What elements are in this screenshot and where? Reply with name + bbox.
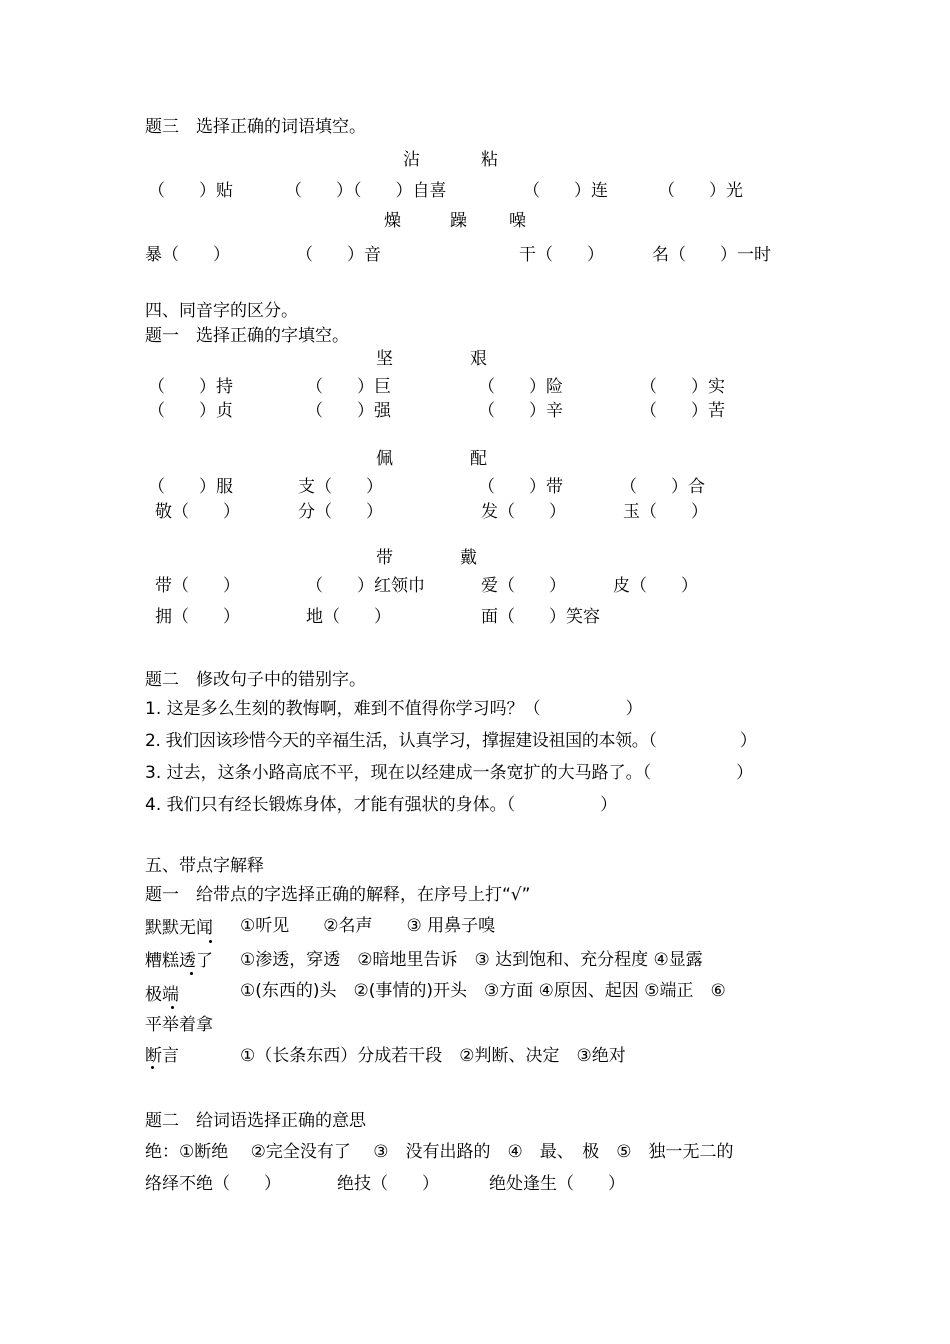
option-list[interactable]: ①(东西的)头 ②(事情的)开头 ③方面 ④原因、起因 ⑤端正 ⑥ (240, 981, 726, 1001)
fill-blank-item[interactable]: 拥（ ） (155, 607, 240, 627)
section-title: 题二 给词语选择正确的意思 (145, 1111, 366, 1131)
section-heading: 四、同音字的区分。 (145, 301, 298, 321)
fill-blank-item[interactable]: （ ）持 (148, 377, 233, 397)
option-list[interactable]: ①渗透，穿透 ②暗地里告诉 ③ 达到饱和、充分程度 ④显露 (240, 950, 703, 970)
fill-blank-item[interactable]: 爱（ ） (481, 576, 566, 596)
fill-blank-item[interactable]: （ ）光 (658, 181, 743, 201)
sentence-item[interactable]: 2. 我们因该珍惜今天的辛福生活，认真学习，撑握建设祖国的本领。（ ） (145, 731, 757, 751)
fill-blank-item[interactable]: （ ）贴 (148, 181, 233, 201)
char-option: 燥 (384, 211, 401, 231)
fill-blank-item[interactable]: 绝处逢生（ ） (489, 1174, 625, 1194)
char-option: 躁 (450, 211, 467, 231)
word-term: 平举着拿 (145, 1015, 213, 1035)
fill-blank-item[interactable]: 发（ ） (481, 502, 566, 522)
section-title: 题一 给带点的字选择正确的解释，在序号上打“√” (145, 885, 531, 905)
sentence-item[interactable]: 1. 这是多么生刻的教悔啊，难到不值得你学习吗？（ ） (145, 699, 643, 719)
fill-blank-item[interactable]: 面（ ）笑容 (481, 607, 600, 627)
fill-blank-item[interactable]: （ ）强 (306, 401, 391, 421)
fill-blank-item[interactable]: （ ）红领巾 (306, 576, 425, 596)
fill-blank-item[interactable]: （ ）服 (148, 477, 233, 497)
fill-blank-item[interactable]: （ ）贞 (148, 401, 233, 421)
fill-blank-item[interactable]: （ ）带 (478, 477, 563, 497)
emphasis-dot (190, 972, 193, 975)
fill-blank-item[interactable]: 暴（ ） (145, 245, 230, 265)
section-heading: 五、带点字解释 (145, 856, 264, 876)
char-option: 艰 (470, 349, 487, 369)
word-term: 极端 (145, 985, 179, 1005)
fill-blank-item[interactable]: （ ）合 (620, 477, 705, 497)
section-title: 题二 修改句子中的错别字。 (145, 670, 366, 690)
fill-blank-item[interactable]: 分（ ） (298, 502, 383, 522)
fill-blank-item[interactable]: （ ）音 (296, 245, 381, 265)
fill-blank-item[interactable]: （ ）连 (523, 181, 608, 201)
fill-blank-item[interactable]: 络绎不绝（ ） (145, 1174, 281, 1194)
fill-blank-item[interactable]: 干（ ） (519, 245, 604, 265)
char-option: 配 (470, 449, 487, 469)
word-term: 断言 (145, 1046, 179, 1066)
char-option: 坚 (376, 349, 393, 369)
word-term: 糟糕透了 (145, 951, 213, 971)
fill-blank-item[interactable]: （ ）巨 (306, 377, 391, 397)
word-term: 默默无闻 (145, 918, 213, 938)
char-option: 沾 (403, 150, 420, 170)
fill-blank-item[interactable]: 支（ ） (298, 477, 383, 497)
fill-blank-item[interactable]: （ ）苦 (640, 401, 725, 421)
section-title: 题三 选择正确的词语填空。 (145, 117, 366, 137)
fill-blank-item[interactable]: 玉（ ） (623, 502, 708, 522)
fill-blank-item[interactable]: （ ）辛 (478, 401, 563, 421)
section-title: 题一 选择正确的字填空。 (145, 326, 349, 346)
fill-blank-item[interactable]: （ ）（ ）自喜 (285, 181, 447, 201)
option-list[interactable]: ①听见 ②名声 ③ 用鼻子嗅 (240, 916, 496, 936)
fill-blank-item[interactable]: 地（ ） (306, 607, 391, 627)
fill-blank-item[interactable]: （ ）险 (478, 377, 563, 397)
char-option: 粘 (481, 150, 498, 170)
char-option: 噪 (509, 211, 526, 231)
option-list[interactable]: ①（长条东西）分成若干段 ②判断、决定 ③绝对 (240, 1046, 626, 1066)
char-option: 佩 (376, 449, 393, 469)
sentence-item[interactable]: 3. 过去，这条小路高底不平，现在以经建成一条宽扩的大马路了。（ ） (145, 763, 754, 783)
fill-blank-item[interactable]: 带（ ） (155, 576, 240, 596)
fill-blank-item[interactable]: 绝技（ ） (337, 1174, 439, 1194)
fill-blank-item[interactable]: 敬（ ） (155, 502, 240, 522)
emphasis-dot (151, 1066, 154, 1069)
emphasis-dot (209, 940, 212, 943)
fill-blank-item[interactable]: 皮（ ） (613, 576, 698, 596)
char-option: 戴 (460, 548, 477, 568)
fill-blank-item[interactable]: （ ）实 (640, 377, 725, 397)
fill-blank-item[interactable]: 名（ ）一时 (652, 245, 771, 265)
char-option: 带 (376, 548, 393, 568)
sentence-item[interactable]: 4. 我们只有经长锻炼身体，才能有强状的身体。（ ） (145, 795, 618, 815)
emphasis-dot (171, 1006, 174, 1009)
option-list[interactable]: 绝：①断绝 ②完全没有了 ③ 没有出路的 ④ 最、 极 ⑤ 独一无二的 (145, 1142, 734, 1162)
